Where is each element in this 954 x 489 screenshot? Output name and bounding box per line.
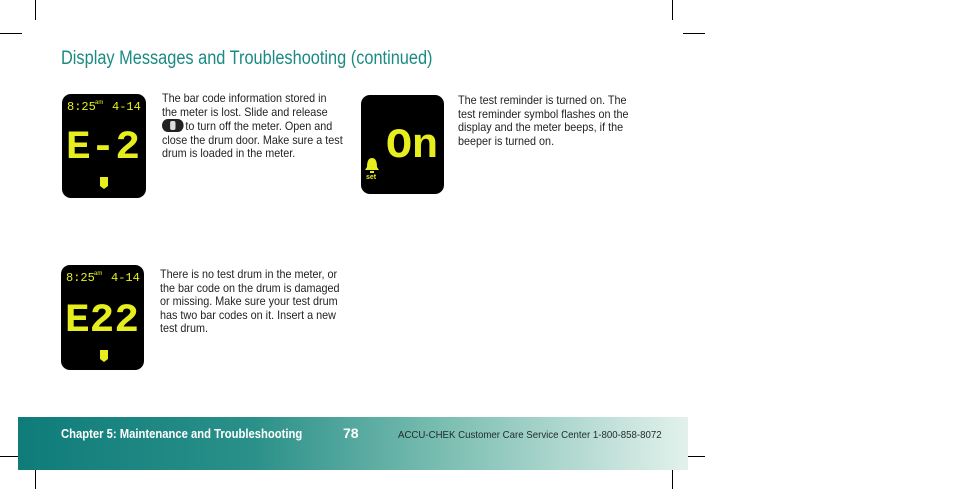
line: test drum. [160,321,209,336]
line: drum is loaded in the meter. [162,146,296,161]
bell-icon [365,158,379,173]
line: the meter is lost. Slide and release [162,104,328,119]
display-code: E22 [65,299,139,344]
display-time-suffix: am [95,100,104,106]
line-with-icon [162,119,343,134]
display-set-label: set [366,174,377,181]
meter-display-e22 [61,265,144,370]
footer-care-center: ACCU-CHEK Customer Care Service Center 1-800-858-8072 [398,429,662,441]
line: test reminder symbol flashes on the [458,106,629,121]
meter-display-e2 [62,94,146,198]
page-title: Display Messages and Troubleshooting (continued) [61,48,433,69]
display-time: 8:25 [67,100,96,114]
page-number: 78 [343,425,359,441]
crop-mark [683,33,705,34]
meter-display-on [361,95,444,194]
crop-mark [35,470,36,489]
entry-e22-description [160,268,340,336]
footer-chapter: Chapter 5: Maintenance and Troubleshooting [61,427,303,441]
line: or missing. Make sure your test drum [160,294,338,309]
display-time: 8:25 [66,271,95,285]
entry-on-description [458,94,628,148]
line: to turn off the meter. Open and [185,119,333,134]
line: close the drum door. Make sure a test [162,132,343,147]
crop-mark [0,33,22,34]
crop-mark [672,0,673,20]
line: the bar code on the drum is damaged [160,280,340,295]
power-slide-icon [162,119,184,132]
line: beeper is turned on. [458,133,555,148]
display-code: E-2 [66,126,140,171]
line: The bar code information stored in [162,91,327,105]
line: display and the meter beeps, if the [458,120,624,135]
display-time-suffix: am [94,271,103,277]
display-code: On [386,122,438,170]
display-date: 4-14 [112,100,141,114]
line: has two bar codes on it. Insert a new [160,307,336,322]
entry-e2-description [162,92,343,161]
crop-mark [35,0,36,20]
drum-icon [100,177,108,189]
crop-mark [672,470,673,489]
line: There is no test drum in the meter, or [160,267,338,281]
drum-icon [100,350,108,362]
line: The test reminder is turned on. The [458,93,627,107]
display-date: 4-14 [111,271,140,285]
